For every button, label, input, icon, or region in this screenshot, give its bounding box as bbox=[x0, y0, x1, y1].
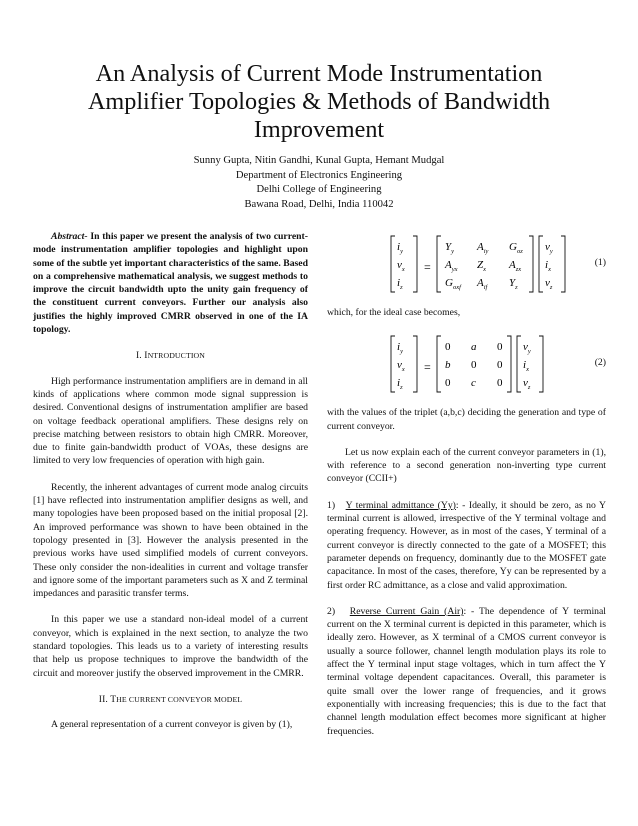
matrix-cell: $A_{if}$ bbox=[477, 277, 488, 291]
equation-2-matrix bbox=[387, 332, 577, 396]
section-heading-introduction bbox=[33, 349, 308, 362]
matrix-cell: $A_{yx}$ bbox=[445, 259, 458, 273]
matrix-cell: $Z_x$ bbox=[477, 259, 487, 273]
matrix-cell: $G_{oxf}$ bbox=[445, 277, 461, 291]
matrix-cell: $i_y$ bbox=[397, 241, 403, 255]
matrix-bracket-left bbox=[539, 236, 543, 292]
section-heading-current-conveyor-model bbox=[33, 693, 308, 706]
matrix-bracket-left bbox=[437, 336, 441, 392]
equation-2 bbox=[327, 332, 606, 396]
matrix-cell: c bbox=[471, 377, 476, 390]
section-title: NTRODUCTION bbox=[147, 351, 205, 361]
matrix-cell: 0 bbox=[497, 377, 503, 390]
matrix-cell: $Y_z$ bbox=[509, 277, 518, 291]
department: Department of Electronics Engineering bbox=[235, 169, 403, 181]
matrix-cell: $v_x$ bbox=[397, 259, 405, 273]
matrix-cell: $i_x$ bbox=[523, 359, 529, 374]
equals-sign: = bbox=[424, 360, 431, 375]
title-line: Improvement bbox=[253, 116, 385, 143]
left-column bbox=[33, 230, 308, 745]
item-number: 2) bbox=[327, 605, 336, 617]
abstract-text: In this paper we present the analysis of two current-mode instrumentation amplifier topologies and highlight upon some of the subtle yet important characteristics of the same. Based on a comprehensive mathematical analysis, we suggest methods to improve the circuit bandwidth upto the unity gain frequency of the constituent current conveyors. Further our analysis also justifies the highly improved CMRR observed in one of the IA topology. bbox=[33, 231, 308, 336]
institution: Delhi College of Engineering bbox=[256, 184, 382, 195]
paragraph: Let us now explain each of the current conveyor parameters in (1), with reference to a second generation non-inverting type current conveyor (CCII+) bbox=[327, 446, 606, 485]
item-text: : - The dependence of Y terminal current on the X terminal current is depicted in this parameter, which is ideally zero. However, as X terminal of a CMOS current conveyor is usually a source follower, channel length modulation plays its role to affect the Y terminal input stage voltages, which in turn affect the Y terminal voltage dependent capacitances. Overall, this parameter is quite small over the lower range of frequencies, and it grows exponentially with increasing frequencies; this is due to the fact that channel length modulation effect becomes more significant at higher frequencies. bbox=[327, 605, 606, 737]
matrix-bracket-right bbox=[529, 236, 533, 292]
paragraph: which, for the ideal case becomes, bbox=[327, 307, 461, 318]
title-line: An Analysis of Current Mode Instrumentation bbox=[95, 60, 543, 87]
paragraph: with the values of the triplet (a,b,c) deciding the generation and type of current conveyor. bbox=[327, 407, 606, 432]
matrix-cell: 0 bbox=[497, 359, 503, 372]
matrix-cell: $G_{oz}$ bbox=[509, 241, 523, 255]
matrix-cell: 0 bbox=[471, 359, 477, 372]
equation-1 bbox=[327, 232, 606, 296]
section-title: HE CURRENT CONVEYOR MODEL bbox=[116, 694, 243, 704]
matrix-bracket-right bbox=[507, 336, 511, 392]
equation-1-matrix bbox=[387, 232, 577, 296]
equation-number: (1) bbox=[594, 257, 606, 268]
matrix-cell: $Y_y$ bbox=[445, 241, 455, 255]
address: Bawana Road, Delhi, India 110042 bbox=[244, 198, 394, 210]
paragraph: A general representation of a current conveyor is given by (1), bbox=[51, 719, 293, 731]
matrix-bracket-left bbox=[517, 336, 521, 392]
matrix-cell: $i_x$ bbox=[545, 259, 551, 273]
title-line: Amplifier Topologies & Methods of Bandwidth bbox=[87, 88, 551, 115]
abstract-lead: Abstract- bbox=[51, 231, 88, 242]
matrix-cell: b bbox=[445, 359, 451, 372]
matrix-bracket-left bbox=[391, 236, 395, 292]
matrix-bracket-left bbox=[437, 236, 441, 292]
item-heading: Y terminal admittance (Yy) bbox=[345, 499, 456, 511]
abstract bbox=[33, 230, 308, 336]
item-number: 1) bbox=[327, 499, 336, 511]
matrix-cell: $i_z$ bbox=[397, 377, 403, 392]
matrix-bracket-left bbox=[391, 336, 395, 392]
matrix-cell: $i_y$ bbox=[397, 341, 403, 356]
matrix-cell: $v_y$ bbox=[545, 241, 553, 255]
section-number: I. I bbox=[135, 350, 148, 362]
matrix-bracket-right bbox=[413, 336, 417, 392]
author-block bbox=[40, 154, 598, 212]
equals-sign: = bbox=[424, 260, 431, 274]
matrix-bracket-right bbox=[413, 236, 417, 292]
right-column bbox=[327, 230, 606, 751]
author-names: Sunny Gupta, Nitin Gandhi, Kunal Gupta, Hemant Mudgal bbox=[193, 155, 445, 166]
list-item-reverse-current-gain bbox=[327, 605, 606, 738]
paragraph: High performance instrumentation amplifiers are in demand in all kinds of applications where common mode signal suppression is desired. Conventional designs of instrumentation amplifier are based on voltage feedback operational amplifiers. These designs rely on precise matching between resistors to obtain high CMRR. Moreover, due to finite gain-bandwidth product of VOAs, these designs are limited to very low frequencies of operation with high gain. bbox=[33, 375, 308, 467]
matrix-cell: 0 bbox=[497, 341, 503, 354]
matrix-cell: 0 bbox=[445, 377, 451, 390]
matrix-bracket-right bbox=[539, 336, 543, 392]
matrix-cell: a bbox=[471, 341, 477, 354]
paper-title bbox=[40, 60, 598, 144]
matrix-cell: $v_x$ bbox=[397, 359, 405, 374]
matrix-cell: $v_z$ bbox=[523, 377, 531, 392]
matrix-cell: $A_{iy}$ bbox=[477, 241, 489, 255]
matrix-cell: $v_z$ bbox=[545, 277, 553, 291]
paragraph: In this paper we use a standard non-ideal model of a current conveyor, which is explained in the next section, to analyze the two standard topologies. This leads us to a variety of interesting results that help us propose techniques to improve the bandwidth of the circuit and moreover justify the observed improvement in the CMRR. bbox=[33, 614, 308, 679]
item-heading: Reverse Current Gain (Air) bbox=[349, 605, 464, 617]
item-text: : - Ideally, it should be zero, as no Y terminal current is allowed, irrespective of the Y terminal voltage and operating frequency. However, as in most of the cases, Y terminal of a current conveyor is directly connected to the gate of a MOSFET; this parameter depends on frequency, dominantly due to the MOSFET gate capacitance. In most of the cases, therefore, Yy can be represented by a first order RC admittance, as a close and valid approximation. bbox=[327, 499, 607, 591]
matrix-cell: $v_y$ bbox=[523, 341, 531, 356]
list-item-y-admittance bbox=[327, 499, 606, 592]
paragraph: Recently, the inherent advantages of current mode analog circuits [1] have reflected into instrumentation amplifier designs as well, and many topologies have been proposed based on the initial proposal [2]. An improved performance was shown to have been obtained in the topology presented in [3]. However the analysis presented in the previous works have used simplified models of current conveyors. These only consider the non-idealities in current and voltage transfer and ignore some of the important parameters such as X and Z terminal impedances and parasitic transfer terms. bbox=[33, 481, 308, 600]
matrix-cell: 0 bbox=[445, 341, 451, 354]
equation-number: (2) bbox=[594, 357, 606, 369]
section-number: II. T bbox=[98, 693, 117, 705]
matrix-cell: $i_z$ bbox=[397, 277, 403, 291]
matrix-cell: $A_{zx}$ bbox=[509, 259, 522, 273]
matrix-bracket-right bbox=[561, 236, 565, 292]
